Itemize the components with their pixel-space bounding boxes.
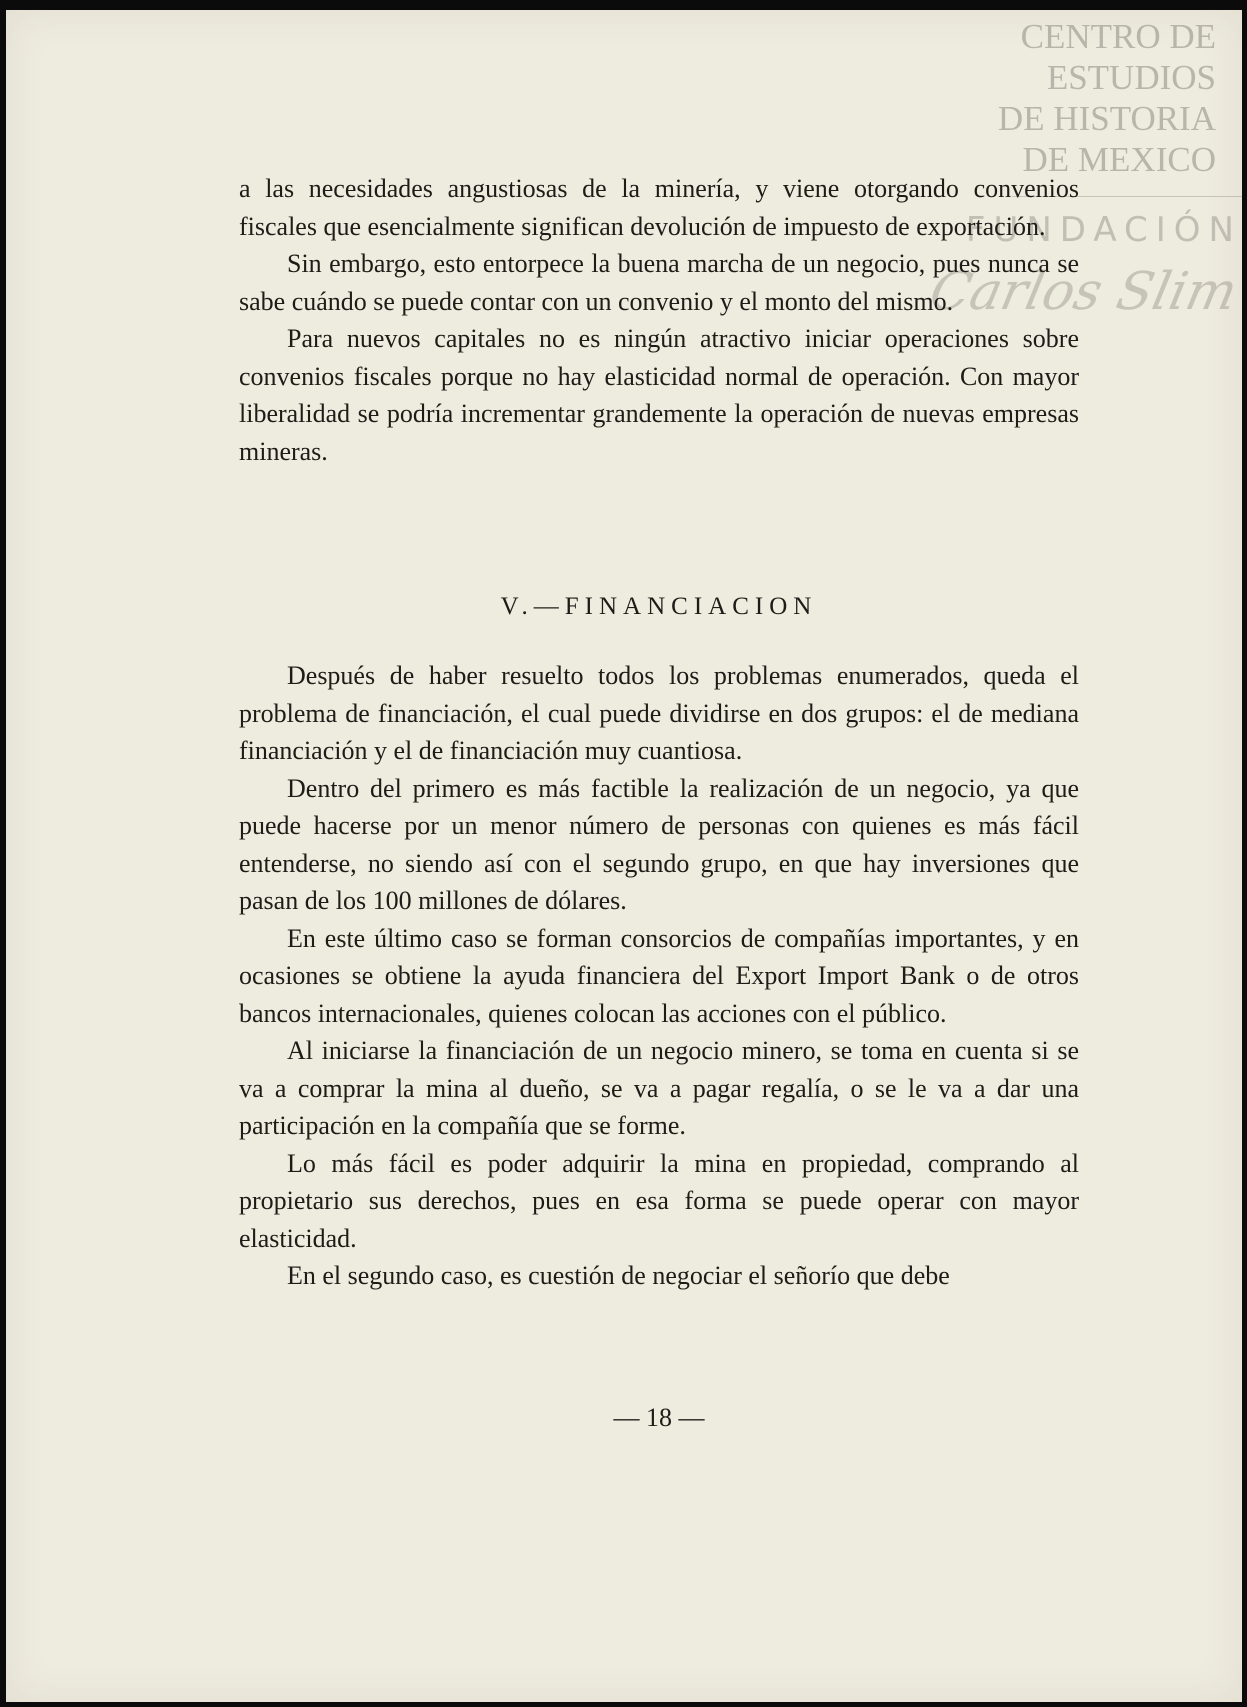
watermark-fundacion: FUNDACIÓN [965, 210, 1242, 250]
watermark-signature: Carlos Slim [924, 262, 1243, 322]
paragraph: Dentro del primero es más factible la realización de un negocio, ya que puede hacerse por un menor número de personas con quienes es más fácil entenderse, no siendo así con el segundo grupo, en que hay inversiones que pasan de los 100 millones de dólares. [239, 773, 1079, 915]
paragraph: En este último caso se forman consorcios de compañías importantes, y en ocasiones se obtiene la ayuda financiera del Export Import Bank o de otros bancos internacionales, quienes colocan las acciones con el público. [239, 923, 1079, 1028]
watermark-line: CENTRO DE [1020, 17, 1216, 56]
scanned-page [6, 10, 1242, 1702]
bottom-text-block [239, 657, 1079, 1295]
watermark-line: DE MEXICO [1022, 140, 1216, 179]
top-text-block [239, 170, 1079, 470]
paragraph: Después de haber resuelto todos los problemas enumerados, queda el problema de financiación, el cual puede dividirse en dos grupos: el de mediana financiación y el de financiación muy cuantiosa. [239, 661, 1079, 765]
paragraph: Sin embargo, esto entorpece la buena marcha de un negocio, pues nunca se sabe cuándo se puede contar con un convenio y el monto del mismo. [239, 249, 1079, 316]
watermark-line: DE HISTORIA [997, 99, 1216, 138]
paragraph: Al iniciarse la financiación de un negocio minero, se toma en cuenta si se va a comprar la mina al dueño, se va a pagar regalía, o se le va a dar una participación en la compañía que se forme. [239, 1036, 1079, 1140]
page-number: — 18 — [613, 1403, 705, 1432]
paragraph: En el segundo caso, es cuestión de negociar el señorío que debe [287, 1261, 950, 1290]
paragraph: a las necesidades angustiosas de la minería, y viene otorgando convenios fiscales que esencialmente significan devolución de impuesto de exportación. [239, 174, 1079, 241]
section-heading: V.—FINANCIACION [500, 593, 818, 620]
archive-watermark [916, 16, 1216, 180]
watermark-line: ESTUDIOS [1046, 58, 1216, 97]
paragraph: Lo más fácil es poder adquirir la mina en propiedad, comprando al propietario sus derechos, pues en esa forma se puede operar con mayor elasticidad. [239, 1148, 1079, 1253]
paragraph: Para nuevos capitales no es ningún atractivo iniciar operaciones sobre convenios fiscales porque no hay elasticidad normal de operación. Con mayor liberalidad se podría incrementar grandemente la operación de nuevas empresas mineras. [239, 324, 1079, 466]
